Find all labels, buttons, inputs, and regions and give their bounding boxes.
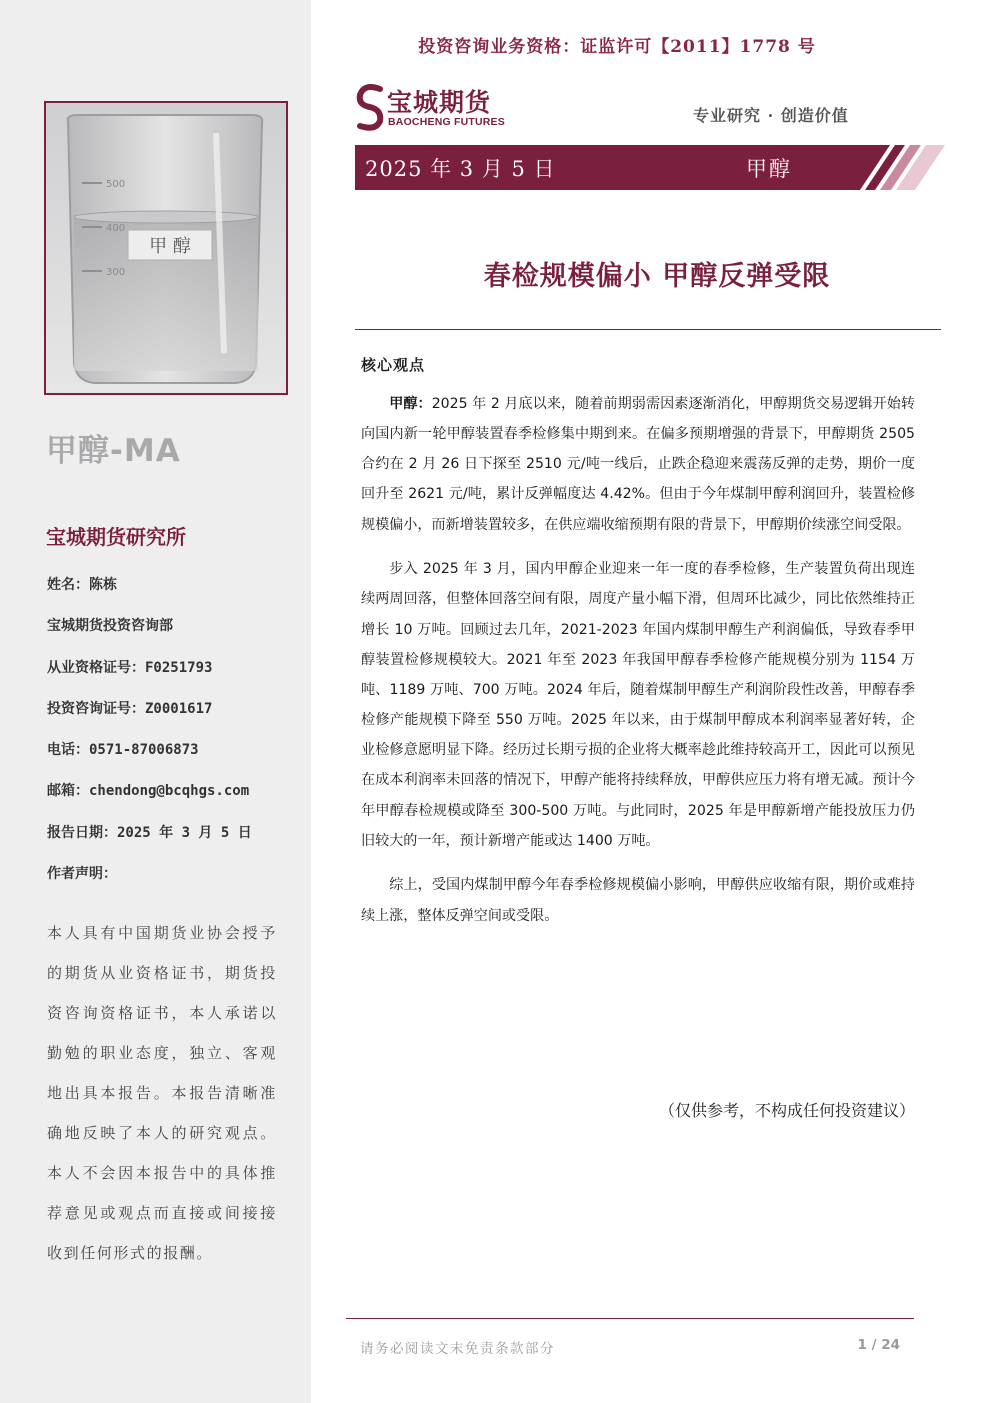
info-row-consulting-id: 投资咨询证号：Z0001617 bbox=[47, 700, 213, 717]
sidebar bbox=[0, 0, 311, 1403]
beaker-illustration bbox=[46, 103, 286, 393]
title-divider bbox=[355, 329, 941, 330]
section-heading: 核心观点 bbox=[361, 356, 426, 374]
info-row-qualification: 从业资格证号：F0251793 bbox=[47, 659, 213, 676]
paragraph-1-lead: 甲醇： bbox=[389, 396, 432, 412]
beaker-mark-500: 500 bbox=[106, 179, 126, 190]
info-row-report-date: 报告日期：2025 年 3 月 5 日 bbox=[47, 824, 252, 841]
logo-text-cn: 宝城期货 bbox=[387, 88, 492, 117]
info-row-phone: 电话：0571-87006873 bbox=[47, 742, 199, 759]
paragraph-3: 综上，受国内煤制甲醇今年春季检修规模偏小影响，甲醇供应收缩有限，期价或难持续上涨，整体反弹空间或受限。 bbox=[361, 877, 915, 924]
report-title: 春检规模偏小 甲醇反弹受限 bbox=[483, 261, 831, 292]
info-row-statement-label: 作者声明： bbox=[47, 866, 117, 883]
slogan: 专业研究 · 创造价值 bbox=[693, 106, 849, 125]
company-logo bbox=[354, 83, 524, 133]
page-number: 1 / 24 bbox=[857, 1337, 900, 1353]
info-row-email: 邮箱：chendong@bcqhgs.com bbox=[47, 783, 250, 800]
logo-s-icon bbox=[354, 83, 386, 131]
report-body bbox=[361, 389, 915, 945]
author-info bbox=[47, 574, 297, 904]
report-date: 2025 年 3 月 5 日 bbox=[365, 157, 556, 181]
beaker-mark-400: 400 bbox=[106, 223, 126, 234]
beaker-label: 甲 醇 bbox=[149, 236, 191, 257]
reference-note: （仅供参考，不构成任何投资建议） bbox=[658, 1101, 915, 1120]
info-row-name: 姓名：陈栋 bbox=[47, 577, 117, 593]
email-link[interactable]: chendong@bcqhgs.com bbox=[89, 783, 250, 800]
footer-disclaimer: 请务必阅读文末免责条款部分 bbox=[360, 1341, 555, 1357]
institute-name: 宝城期货研究所 bbox=[46, 525, 186, 549]
author-statement: 本人具有中国期货业协会授予的期货从业资格证书，期货投资咨询资格证书，本人承诺以勤勉的职业态度，独立、客观地出具本报告。本报告清晰准确地反映了本人的研究观点。本人不会因本报告中的具体推荐意见或观点而直接或间接接收到任何形式的报酬。 bbox=[47, 924, 277, 1262]
product-name: 甲醇-MA bbox=[46, 433, 181, 469]
info-row-department: 宝城期货投资咨询部 bbox=[47, 618, 173, 635]
logo-text-en: BAOCHENG FUTURES bbox=[388, 116, 505, 128]
paragraph-1: 甲醇：2025 年 2 月底以来，随着前期弱需因素逐渐消化，甲醇期货交易逻辑开始转向国内新一轮甲醇装置春季检修集中期到来。在偏多预期增强的背景下，甲醇期货 2505 合约在 2 月 26 日下探至 2510 元/吨一线后，止跌企稳迎来震荡反弹的走势，期价一度回升至 2621 元/吨，累计反弹幅度达 4.42%。但由于今年煤制甲醇利润回升，装置检修规模偏小，而新增装置较多，在供应端收缩预期有限的背景下，甲醇期价续涨空间受限。 bbox=[361, 396, 915, 533]
license-line: 投资咨询业务资格：证监许可【2011】1778 号 bbox=[418, 37, 816, 57]
footer-divider bbox=[346, 1318, 914, 1319]
paragraph-2: 步入 2025 年 3 月，国内甲醇企业迎来一年一度的春季检修，生产装置负荷出现连续两周回落，但整体回落空间有限，周度产量小幅下滑，但周环比减少，同比依然维持正增长 10 万吨。回顾过去几年，2021-2023 年国内煤制甲醇生产利润偏低，导致春季甲醇装置检修规模较大。2021 年至 2023 年我国甲醇春季检修产能规模分别为 1154 万吨、1189 万吨、700 万吨。2024 年后，随着煤制甲醇生产利润阶段性改善，甲醇春季检修产能规模下降至 550 万吨。2025 年以来，由于煤制甲醇成本利润率显著好转，企业检修意愿明显下降。经历过长期亏损的企业将大概率趁此维持较高开工，因此可以预见在成本利润率未回落的情况下，甲醇产能将持续释放，甲醇供应压力将有增无减。预计今年甲醇春检规模或降至 300-500 万吨。与此同时，2025 年是甲醇新增产能投放压力仍旧较大的一年，预计新增产能或达 1400 万吨。 bbox=[361, 561, 915, 849]
cover-image bbox=[44, 101, 288, 395]
report-product: 甲醇 bbox=[746, 157, 792, 181]
beaker-mark-300: 300 bbox=[106, 267, 126, 278]
